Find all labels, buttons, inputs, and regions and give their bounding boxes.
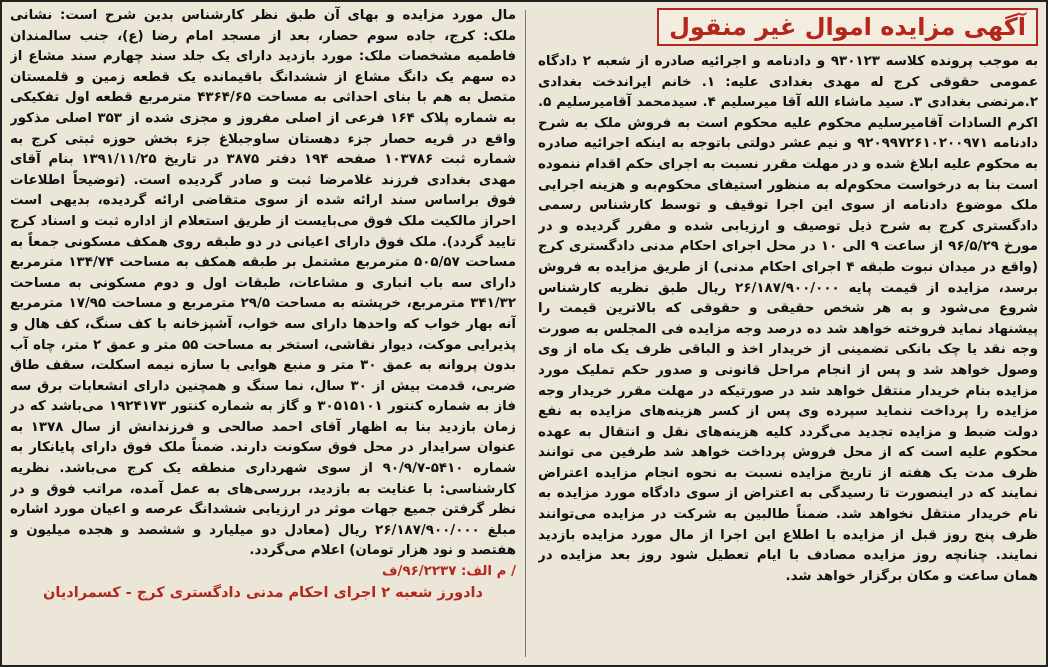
signature-line: دادورز شعبه ۲ اجرای احکام مدنی دادگستری کرج - کسمرادیان (43, 584, 483, 601)
left-column (10, 6, 516, 661)
column-divider (525, 10, 526, 657)
left-column-body: مال مورد مزایده و بهای آن طبق نظر کارشناس بدین شرح است: نشانی ملک: کرج، جاده سوم حصار، بعد از مسجد امام رضا (ع)، جنب سالمندان فاطمیه مشخصات ملک: مورد بازدید دارای یک جلد سند چهارم سند مشاع از ده سهم یک دانگ مشاع از ششدانگ باقیمانده یک قطعه زمین و قلمستان متصل به هم با بنای احداثی به مساحت ۴۳۶۴/۶۵ مترمربع قطعه اول تفکیکی به شماره پلاک ۱۶۴ فرعی از اصلی مفروز و مجزی شده از ۳۵۳ اصلی مذکور واقع در قریه حصار جزء دهستان ساوجبلاغ جزء بخش حوزه ثبتی کرج به شماره ثبت ۱۰۳۷۸۶ صفحه ۱۹۴ دفتر ۳۸۷۵ در تاریخ ۱۳۹۱/۱۱/۲۵ بنام آقای مهدی بغدادی فرزند غلامرضا ثبت و صادر گردیده است. (توضیحاً اطلاعات فوق براساس سند ارائه شده از سوی متقاضی ارائه گردیده، بدیهی است احراز مالکیت ملک فوق می‌بایست از طریق استعلام از اداره ثبت و اسناد کرج تایید گردد). ملک فوق دارای اعیانی در دو طبقه روی همکف مسکونی جمعاً به مساحت ۵۰۵/۵۷ مترمربع مشتمل بر طبقه همکف به مساحت ۱۳۴/۷۴ مترمربع دارای سه باب انباری و مشاعات، طبقات اول و دوم مسکونی به مساحت ۳۴۱/۳۲ مترمربع، خرپشته به مساحت ۲۹/۵ مترمربع و مساحت ۱۷/۹۵ مترمربع آنه بهار خواب که واحدها دارای سه خواب، آشپزخانه با کف سنگ، کف هال و پذیرایی موکت، دیوار نقاشی، استخر به مساحت ۵۵ متر و عمق ۲ متر، چاه آب بدون پروانه به عمق ۳۰ متر و منبع هوایی با سازه نیمه اسکلت، سقف طاق ضربی، قدمت بیش از ۳۰ سال، نما سنگ و همچنین دارای انشعابات برق سه فاز به شماره کنتور ۳۰۵۱۵۱۰۱ و گاز به شماره کنتور ۱۹۲۴۱۷۳ می‌باشد که در زمان بازدید بنا به اظهار آقای احمد صالحی و فرزندانش از سال ۱۳۷۸ به عنوان سرایدار در محل فوق سکونت دارند. ضمناً ملک فوق دارای پایانکار به شماره ۵۴۱۰-۹۰/۹/۷ از سوی شهرداری منطقه یک کرج می‌باشد. نظریه کارشناسی: با عنایت به بازدید، بررسی‌های به عمل آمده، مراتب فوق و در نظر گرفتن جمیع جهات موثر در ارزیابی ششدانگ عرصه و اعیان مورد اشاره مبلغ ۲۶/۱۸۷/۹۰۰/۰۰۰ ریال (معادل دو میلیارد و ششصد و هجده میلیون و هفتصد و نود هزار تومان) اعلام می‌گردد. (10, 8, 516, 559)
notice-title: آگهی مزایده اموال غیر منقول (657, 8, 1038, 46)
right-column (538, 6, 1038, 661)
reference-number: / م الف: ۹۶/۲۲۳۷/ف (381, 564, 516, 580)
title-box (538, 6, 1038, 48)
right-column-body: به موجب پرونده کلاسه ۹۳۰۱۲۳ و دادنامه و اجرائیه صادره از شعبه ۲ دادگاه عمومی حقوقی کرج له مهدی بغدادی علیه: ۱. خانم ایراندخت بغدادی ۲.مرتضی بغدادی ۳. سید ماشاء الله آقا میرسلیم ۴. سیدمحمد آقامیرسلیم ۵. اکرم السادات آقامیرسلیم محکوم علیه محکوم است به فروش ملک به شرح دادنامه ۹۲۰۹۹۷۲۶۱۰۲۰۰۹۷۱ و نیم عشر دولتی باتوجه به اینکه اجرائیه صادره به محکوم علیه ابلاغ شده و در مهلت مقرر نسبت به اجرای حکم اقدام ننموده است بنا به درخواست محکوم‌له به منظور استیفای محکوم‌به و هزینه اجرایی ملک موضوع دادنامه از سوی این اجرا توقیف و توسط کارشناس رسمی دادگستری کرج به شرح ذیل توصیف و ارزیابی شده و مقرر گردیده و در مورخ ۹۶/۵/۲۹ از ساعت ۹ الی ۱۰ در محل اجرای احکام مدنی دادگستری کرج (واقع در میدان نبوت طبقه ۴ اجرای احکام مدنی) از طریق مزایده به فروش برسد، مزایده از قیمت پایه ۲۶/۱۸۷/۹۰۰/۰۰۰ ریال طبق نظریه کارشناس شروع می‌شود و به هر شخص حقیقی و حقوقی که بالاترین قیمت را پیشنهاد نماید فروخته خواهد شد ده درصد وجه مزایده فی المجلس به صورت وجه نقد یا چک بانکی تضمینی از خریدار اخذ و الباقی ظرف یک ماه از وی وصول خواهد شد و پس از انجام مراحل قانونی و صدور حکم تملیک مورد مزایده بنام خریدار منتقل خواهد شد در صورتیکه در مهلت مقرر خریدار وجه مزایده را پرداخت ننماید سپرده وی پس از کسر هزینه‌های مزایده به نفع دولت ضبط و مزایده تجدید می‌گردد کلیه هزینه‌های نقل و انتقال به عهده محکوم علیه است که از محل فروش پرداخت خواهد شد طرفین می توانند ظرف مدت یک هفته از تاریخ مزایده نسبت به نحوه انجام مزایده اعتراض نمایند که در اینصورت تا رسیدگی به اعتراض از سوی دادگاه مورد مزایده به نام خریدار منتقل نخواهد شد. ضمناً طالبین به شرکت در مزایده می‌توانند ظرف پنج روز قبل از مزایده با اطلاع این اجرا از مال مورد مزایده بازدید نمایند. چنانچه روز مزایده مصادف با ایام تعطیل شود روز بعد مزایده در همان ساعت و مکان برگزار خواهد شد. (538, 54, 1038, 584)
